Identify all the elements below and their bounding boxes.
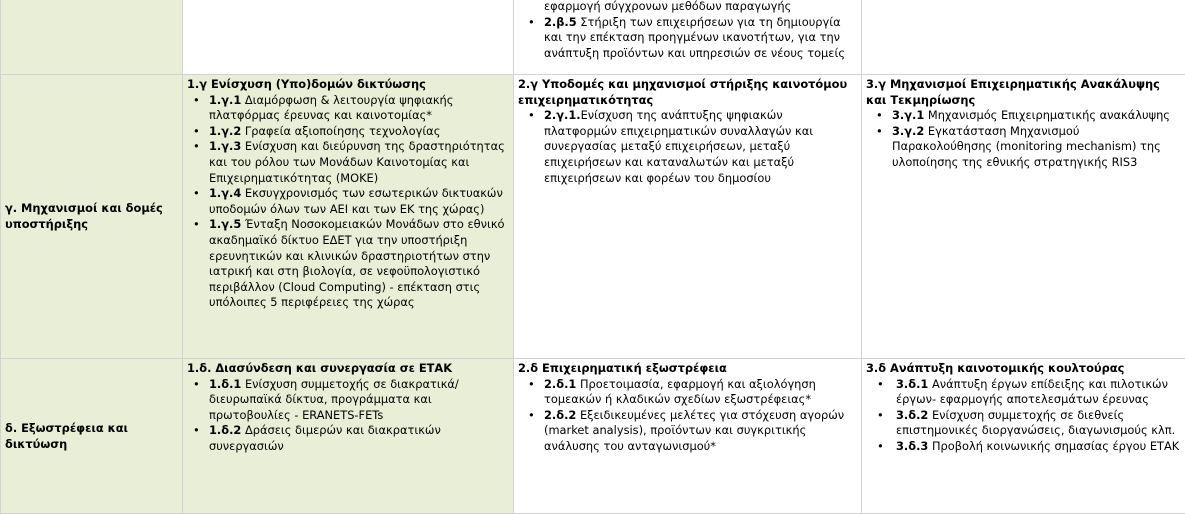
item-list — [518, 108, 858, 186]
list-item: • 1.γ.1 Διαμόρφωση & λειτουργία ψηφιακής πλατφόρμας έρευνας και καινοτομίας* — [187, 93, 510, 124]
cell-top-col2 — [514, 0, 862, 75]
list-item: • 1.γ.5 Ένταξη Νοσοκομειακών Μονάδων στο εθνικό ακαδημαϊκό δίκτυο ΕΔΕΤ για την υποστήριξη ερευνητικών και κλινικών δραστηριοτήτων στην ιατρική και στη βιολογία, σε νεφοϋπολογιστικό περιβάλλον (Cloud Computing) - επέκταση στις υπόλοιπες 5 περιφέρειες της χώρας — [187, 217, 510, 311]
cell-top-col3 — [862, 0, 1185, 75]
cell-gamma-col1 — [183, 75, 514, 359]
list-item: • 2.δ.1 Προετοιμασία, εφαρμογή και αξιολόγηση τομεακών ή κλαδικών σχεδίων εξωστρέφειας* — [518, 377, 858, 408]
list-item: • 1.δ.1 Ενίσχυση συμμετοχής σε διακρατικά/διευρωπαϊκά δίκτυα, προγράμματα και πρωτοβουλίες - ERANETS-FETs — [187, 377, 510, 424]
list-item: • 1.γ.2 Γραφεία αξιοποίησης τεχνολογίας — [187, 124, 510, 140]
list-item: • 3.δ.2 Ενίσχυση συμμετοχής σε διεθνείς επιστημονικές διοργανώσεις, διαγωνισμούς κλπ. — [866, 408, 1182, 439]
cell-heading: 1.δ. Διασύνδεση και συνεργασία σε ΕΤΑΚ — [187, 361, 510, 377]
cell-heading: 2.δ Επιχειρηματική εξωστρέφεια — [518, 361, 858, 377]
cell-delta-col1 — [183, 359, 514, 514]
row-label-top — [1, 0, 183, 75]
list-item: • 2.δ.2 Εξειδικευμένες μελέτες για στόχευση αγορών (market analysis), προϊόντων και συγκριτικής ανάλυσης του ανταγωνισμού* — [518, 408, 858, 455]
list-item: • 3.δ.3 Προβολή κοινωνικής σημασίας έργου ΕΤΑΚ — [866, 439, 1182, 455]
item-list — [187, 377, 510, 455]
item-list — [518, 377, 858, 455]
list-item: • 3.γ.1 Μηχανισμός Επιχειρηματικής ανακάλυψης — [866, 108, 1182, 124]
table-row-gamma — [1, 75, 1185, 359]
list-item: • 1.γ.4 Εκσυγχρονισμός των εσωτερικών δικτυακών υποδομών όλων των ΑΕΙ και των ΕΚ της χώρας) — [187, 186, 510, 217]
row-label-delta: δ. Εξωστρέφεια και δικτύωση — [1, 359, 183, 514]
cell-gamma-col3 — [862, 75, 1185, 359]
cell-heading: 1.γ Ενίσχυση (Υπο)δομών δικτύωσης — [187, 77, 510, 93]
cell-top-col1 — [183, 0, 514, 75]
list-item: • 1.γ.3 Ενίσχυση και διεύρυνση της δραστηριότητας και του ρόλου των Μονάδων Καινοτομίας και Επιχειρηματικότητας (ΜΟΚΕ) — [187, 139, 510, 186]
item-list — [866, 108, 1182, 170]
list-item: • 2.γ.1.Ενίσχυση της ανάπτυξης ψηφιακών πλατφορμών επιχειρηματικών συναλλαγών και συνεργασίας μεταξύ επιχειρήσεων, μεταξύ επιχειρήσεων και καταναλωτών και μεταξύ επιχειρήσεων και φορέων του δημοσίου — [518, 108, 858, 186]
cell-delta-col2 — [514, 359, 862, 514]
cell-delta-col3 — [862, 359, 1185, 514]
list-item: • 3.γ.2 Εγκατάσταση Μηχανισμού Παρακολούθησης (monitoring mechanism) της υλοποίησης της εθνικής στρατηγικής RIS3 — [866, 124, 1182, 171]
cell-heading: 2.γ Υποδομές και μηχανισμοί στήριξης καινοτόμου επιχειρηματικότητας — [518, 77, 858, 108]
item-list — [187, 93, 510, 311]
item-list — [518, 0, 858, 61]
cell-gamma-col2 — [514, 75, 862, 359]
table-row-top — [1, 0, 1185, 75]
row-label-gamma: γ. Μηχανισμοί και δομές υποστήριξης — [1, 75, 183, 359]
cell-heading: 3.γ Μηχανισμοί Επιχειρηματικής Ανακάλυψης και Τεκμηρίωσης — [866, 77, 1182, 108]
list-item: • 2.β.5 Στήριξη των επιχειρήσεων για τη δημιουργία και την επέκταση προηγμένων ικανοτήτων, για την ανάπτυξη προϊόντων και υπηρεσιών σε νέους τομείς — [518, 15, 858, 62]
item-list — [866, 377, 1182, 455]
list-item: • 3.δ.1 Ανάπτυξη έργων επίδειξης και πιλοτικών έργων- εφαρμογής αποτελεσμάτων έρευνας — [866, 377, 1182, 408]
cell-heading: 3.δ Ανάπτυξη καινοτομικής κουλτούρας — [866, 361, 1182, 377]
table-row-delta — [1, 359, 1185, 514]
list-item: • 1.δ.2 Δράσεις διμερών και διακρατικών συνεργασιών — [187, 423, 510, 454]
list-item-continuation: εφαρμογή σύγχρονων μεθόδων παραγωγής — [518, 0, 858, 15]
